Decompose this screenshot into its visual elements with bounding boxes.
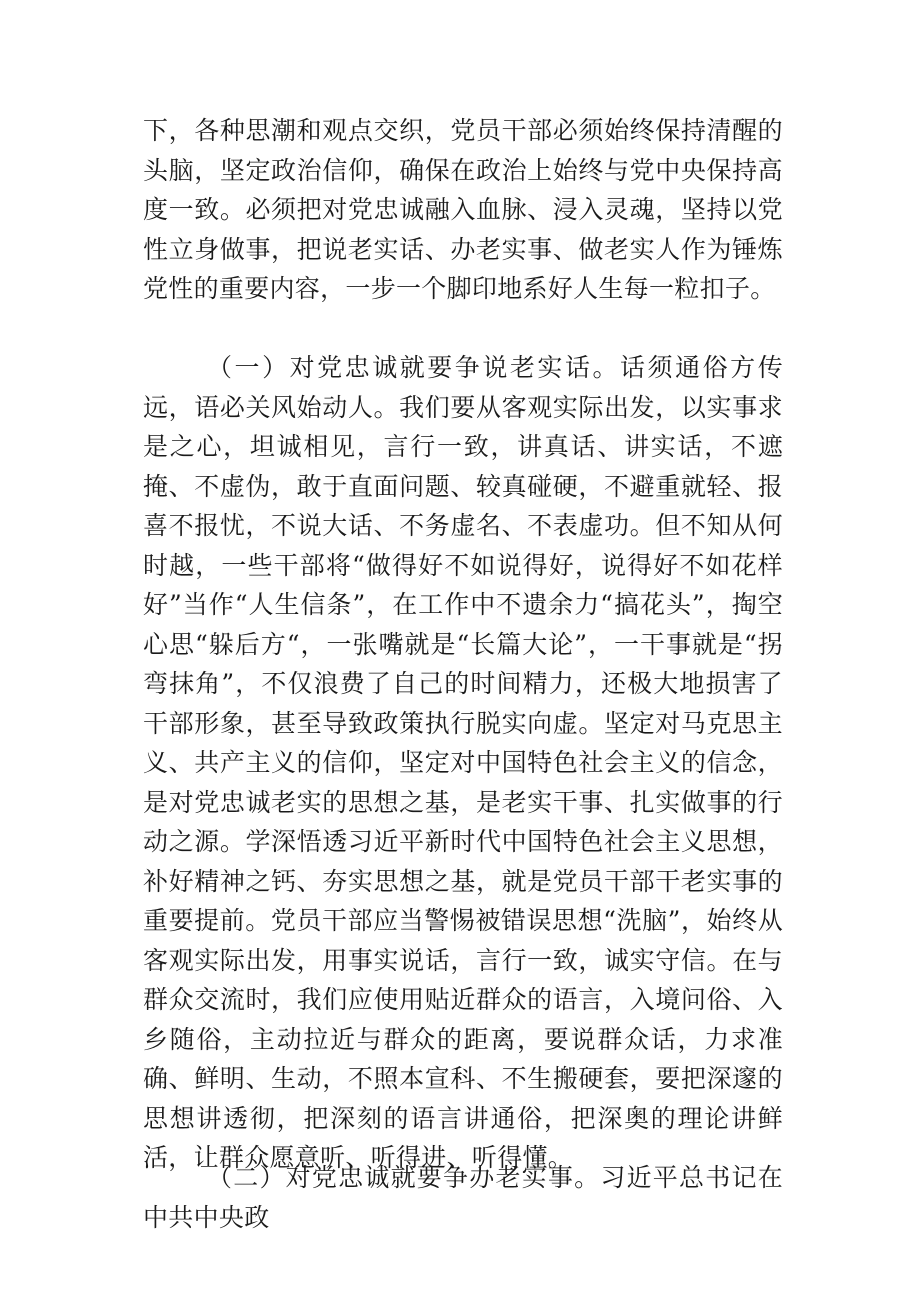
paragraph-section-two: （二）对党忠诚就要争办老实事。习近平总书记在中共中央政 — [143, 1163, 783, 1232]
paragraph-section-one: （一）对党忠诚就要争说老实话。话须通俗方传远，语必关风始动人。我们要从客观实际出发，以实事求是之心，坦诚相见，言行一致，讲真话、讲实话，不遮掩、不虚伪，敢于直面问题、较真碰硬，不避重就轻、报喜不报忧，不说大话、不务虚名、不表虚功。但不知从何时越，一些干部将“做得好不如说得好，说得好不如花样好”当作“人生信条”，在工作中不遗余力“搞花头”，掏空心思“躲后方“，一张嘴就是“长篇大论”，一干事就是“拐弯抹角”，不仅浪费了自己的时间精力，还极大地损害了干部形象，甚至导致政策执行脱实向虚。坚定对马克思主义、共产主义的信仰，坚定对中国特色社会主义的信念，是对党忠诚老实的思想之基，是老实干事、扎实做事的行动之源。学深悟透习近平新时代中国特色社会主义思想，补好精神之钙、夯实思想之基，就是党员干部干老实事的重要提前。党员干部应当警惕被错误思想“洗脑”，始终从客观实际出发，用事实说话，言行一致，诚实守信。在与群众交流时，我们应使用贴近群众的语言，入境问俗、入乡随俗，主动拉近与群众的距离，要说群众话，力求准确、鲜明、生动，不照本宣科、不生搬硬套，要把深邃的思想讲透彻，把深刻的语言讲通俗，把深奥的理论讲鲜活，让群众愿意听、听得进、听得懂。 — [143, 353, 783, 1172]
paragraph-continuation: 下，各种思潮和观点交织，党员干部必须始终保持清醒的头脑，坚定政治信仰，确保在政治上始终与党中央保持高度一致。必须把对党忠诚融入血脉、浸入灵魂，坚持以党性立身做事，把说老实话、办老实事、做老实人作为锤炼党性的重要内容，一步一个脚印地系好人生每一粒扣子。 — [143, 116, 783, 303]
